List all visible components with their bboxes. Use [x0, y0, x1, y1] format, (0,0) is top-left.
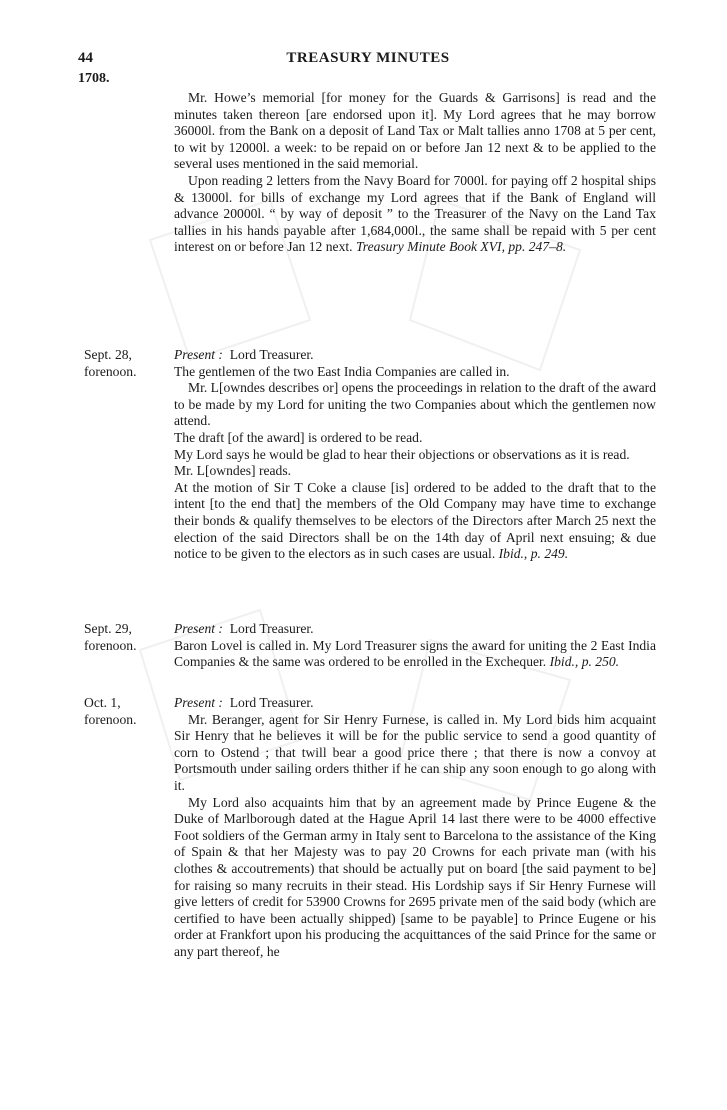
- paragraph: The draft [of the award] is ordered to be read.: [174, 429, 423, 445]
- citation: Ibid., p. 249.: [498, 546, 569, 562]
- paragraph: Mr. Howe’s memorial [for money for the Guards & Garrisons] is read and the minutes taken thereon [are endorsed upon it]. My Lord agrees that he may borrow 36000l. from the Bank on a deposit of Land Tax or Malt tallies anno 1708 at 5 per cent, to wit by 12000l. a week: to be repaid on or before Jan 12 next & to be applied to the several uses mentioned in the said memorial.: [174, 90, 656, 172]
- present-line: Present : Lord Treasurer.: [174, 347, 314, 362]
- entry-oct-1: [174, 695, 656, 961]
- paragraph: Baron Lovel is called in. My Lord Treasurer signs the award for uniting the 2 East India Companies & the same was ordered to be enrolled in the Exchequer. Ibid., p. 250.: [174, 637, 656, 670]
- paragraph: Upon reading 2 letters from the Navy Board for 7000l. for paying off 2 hospital ships & 13000l. for bills of exchange my Lord agrees that if the Bank of England will advance 20000l. “ by way of deposit ” to the Treasurer of the Navy on the Land Tax tallies in his hands payable after 1,684,000l., the same shall be repaid with 5 per cent interest on or before Jan 12 next. Treasury Minute Book XVI, pp. 247–8.: [174, 172, 656, 255]
- entry-continuation: [174, 90, 656, 256]
- page-header: [78, 50, 658, 70]
- present-line: Present : Lord Treasurer.: [174, 695, 314, 710]
- present-line: Present : Lord Treasurer.: [174, 621, 314, 636]
- page-number: 44: [78, 50, 93, 66]
- paragraph: My Lord says he would be glad to hear their objections or observations as it is read.: [174, 446, 630, 462]
- entry-sept-28: [174, 347, 656, 563]
- paragraph: The gentlemen of the two East India Companies are called in.: [174, 363, 510, 379]
- entry-date: Sept. 29, forenoon.: [84, 621, 137, 653]
- paragraph: Mr. Beranger, agent for Sir Henry Furnese, is called in. My Lord bids him acquaint Sir Henry that he believes it will be for the public service to send a good quantity of corn to Ostend ; that twill bear a good price there ; that there is now a convoy at Portsmouth under sailing orders thither if he can ship any soon enough to go along with it.: [174, 711, 656, 793]
- paragraph: My Lord also acquaints him that by an agreement made by Prince Eugene & the Duke of Marlborough dated at the Hague April 14 last there were to be 4000 effective Foot soldiers of the German army in Italy sent to Barcelona to the assistance of the King of Spain & that her Majesty was to pay 20 Crowns for each private man (with his clothes & accoutrements) that should be actually put on board [the said payment to be] for raising so many recruits in their stead. His Lordship says if Sir Henry Furnese will give letters of credit for 53900 Crowns for 2695 private men of the said body (which are certified to have been actually shipped) [same to be payable] to Prince Eugene or his order at Frankfort upon his producing the acquittances of the said Prince for the same or any part thereof, he: [174, 794, 656, 959]
- page-year: 1708.: [78, 71, 110, 86]
- entry-date: Oct. 1, forenoon.: [84, 695, 137, 727]
- paragraph: Mr. L[owndes] reads.: [174, 463, 292, 479]
- paragraph: Mr. L[owndes describes or] opens the proceedings in relation to the draft of the award to be made by my Lord for uniting the two Companies about which the gentlemen now attend.: [174, 380, 656, 429]
- citation: Treasury Minute Book XVI, pp. 247–8.: [355, 239, 567, 255]
- citation: Ibid., p. 250.: [549, 654, 620, 670]
- paragraph: At the motion of Sir T Coke a clause [is] ordered to be added to the draft that to the intent [to the end that] the members of the Old Company may have time to exchange their bonds & qualify themselves to be electors of the Directors after March 25 next the election of the said Directors shall be on the 14th day of April next ensuing; & due notice to be given to the electors as in such cases are usual. Ibid., p. 249.: [174, 479, 656, 562]
- running-title: TREASURY MINUTES: [286, 50, 450, 66]
- entry-date: Sept. 28, forenoon.: [84, 347, 137, 379]
- entry-sept-29: [174, 621, 656, 671]
